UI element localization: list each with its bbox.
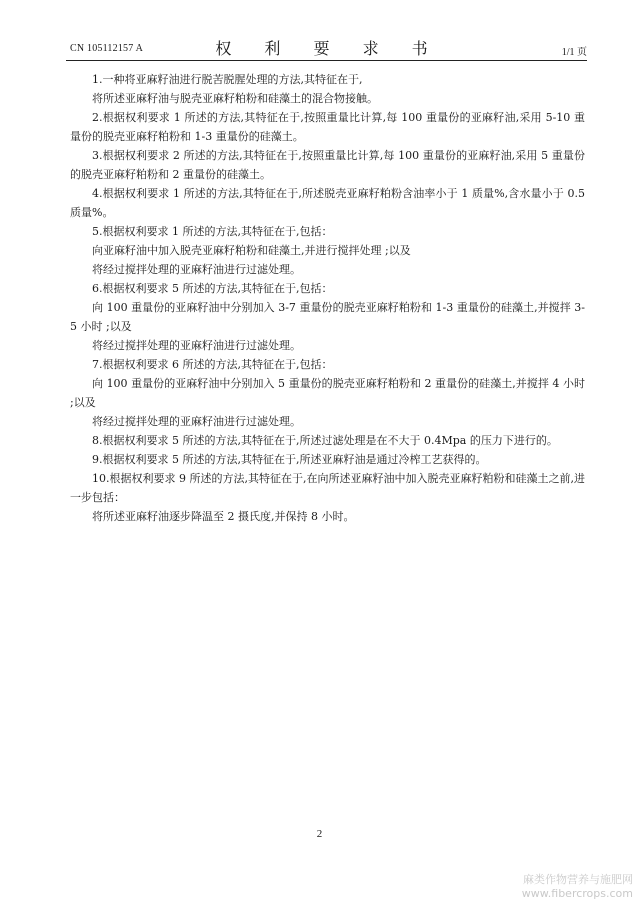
claim-paragraph: 4.根据权利要求 1 所述的方法,其特征在于,所述脱壳亚麻籽粕粉含油率小于 1 质量%,含水量小于 0.5 质量%。 (70, 187, 585, 219)
claim-paragraph: 向亚麻籽油中加入脱壳亚麻籽粕粉和硅藻土,并进行搅拌处理 ;以及 (92, 244, 411, 257)
claim-paragraph: 将所述亚麻籽油与脱壳亚麻籽粕粉和硅藻土的混合物接触。 (92, 92, 378, 105)
claim-paragraph: 2.根据权利要求 1 所述的方法,其特征在于,按照重量比计算,每 100 重量份的亚麻籽油,采用 5-10 重量份的脱壳亚麻籽粕粉和 1-3 重量份的硅藻土。 (70, 111, 585, 143)
claim-paragraph: 10.根据权利要求 9 所述的方法,其特征在于,在向所述亚麻籽油中加入脱壳亚麻籽粕粉和硅藻土之前,进一步包括： (70, 472, 585, 504)
watermark (522, 873, 633, 901)
claim-paragraph: 向 100 重量份的亚麻籽油中分别加入 3-7 重量份的脱壳亚麻籽粕粉和 1-3 重量份的硅藻土,并搅拌 3-5 小时 ;以及 (70, 301, 585, 333)
claim-paragraph: 5.根据权利要求 1 所述的方法,其特征在于,包括： (92, 225, 333, 238)
document-title: 权 利 要 求 书 (215, 39, 442, 58)
page-number: 2 (316, 828, 323, 840)
claim-paragraph: 7.根据权利要求 6 所述的方法,其特征在于,包括： (92, 358, 333, 371)
claim-paragraph: 将经过搅拌处理的亚麻籽油进行过滤处理。 (92, 415, 301, 428)
claim-paragraph: 9.根据权利要求 5 所述的方法,其特征在于,所述亚麻籽油是通过冷榨工艺获得的。 (92, 453, 487, 466)
header-divider (66, 60, 587, 61)
claim-paragraph: 8.根据权利要求 5 所述的方法,其特征在于,所述过滤处理是在不大于 0.4Mpa 的压力下进行的。 (92, 434, 558, 447)
claim-paragraph: 6.根据权利要求 5 所述的方法,其特征在于,包括： (92, 282, 333, 295)
claim-paragraph: 1.一种将亚麻籽油进行脱苦脱腥处理的方法,其特征在于, (92, 73, 363, 86)
watermark-line-1: 麻类作物营养与施肥网 (523, 873, 633, 886)
patent-number: CN 105112157 A (70, 43, 143, 54)
watermark-line-2: www.fibercrops.com (521, 887, 633, 900)
claim-paragraph: 将经过搅拌处理的亚麻籽油进行过滤处理。 (92, 339, 301, 352)
claim-paragraph: 向 100 重量份的亚麻籽油中分别加入 5 重量份的脱壳亚麻籽粕粉和 2 重量份的硅藻土,并搅拌 4 小时 ;以及 (70, 377, 585, 409)
claim-paragraph: 将所述亚麻籽油逐步降温至 2 摄氏度,并保持 8 小时。 (92, 510, 355, 523)
page-header (70, 36, 587, 58)
page-count: 1/1 页 (561, 47, 587, 58)
claims-body (70, 70, 585, 526)
claim-paragraph: 3.根据权利要求 2 所述的方法,其特征在于,按照重量比计算,每 100 重量份的亚麻籽油,采用 5 重量份的脱壳亚麻籽粕粉和 2 重量份的硅藻土。 (70, 149, 585, 181)
claim-paragraph: 将经过搅拌处理的亚麻籽油进行过滤处理。 (92, 263, 301, 276)
